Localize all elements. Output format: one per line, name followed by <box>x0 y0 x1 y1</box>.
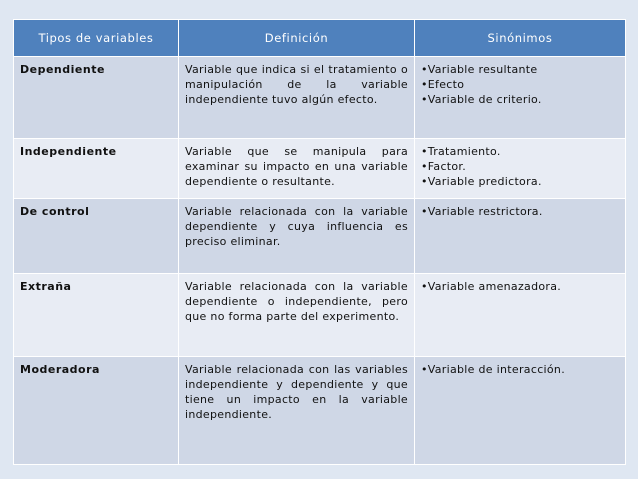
variables-table <box>13 19 626 465</box>
row-definition: Variable relacionada con las variables independiente y dependiente y que tiene un impacto en la variable independiente. <box>179 357 415 465</box>
row-synonyms <box>415 357 626 465</box>
row-type: Dependiente <box>14 57 179 139</box>
header-type: Tipos de variables <box>14 20 179 57</box>
row-type: Moderadora <box>14 357 179 465</box>
synonym-item: •Variable de criterio. <box>421 93 542 106</box>
row-synonyms <box>415 139 626 199</box>
synonym-item: •Variable amenazadora. <box>421 280 562 293</box>
synonym-item: •Variable predictora. <box>421 175 542 188</box>
table-row <box>14 139 626 199</box>
row-type: Independiente <box>14 139 179 199</box>
row-definition: Variable que indica si el tratamiento o manipulación de la variable independiente tuvo algún efecto. <box>179 57 415 139</box>
header-definition: Definición <box>179 20 415 57</box>
row-type: Extraña <box>14 274 179 357</box>
synonym-item: •Variable resultante <box>421 63 538 76</box>
synonym-item: •Efecto <box>421 78 465 91</box>
table-header-row <box>14 20 626 57</box>
row-definition: Variable relacionada con la variable dependiente o independiente, pero que no forma parte del experimento. <box>179 274 415 357</box>
table-row <box>14 274 626 357</box>
table-row <box>14 57 626 139</box>
row-synonyms <box>415 274 626 357</box>
synonym-item: •Tratamiento. <box>421 145 501 158</box>
row-synonyms <box>415 57 626 139</box>
row-synonyms <box>415 199 626 274</box>
row-definition: Variable que se manipula para examinar su impacto en una variable dependiente o resultante. <box>179 139 415 199</box>
synonym-item: •Factor. <box>421 160 467 173</box>
variables-table-container <box>13 19 625 463</box>
row-definition: Variable relacionada con la variable dependiente y cuya influencia es preciso eliminar. <box>179 199 415 274</box>
row-type: De control <box>14 199 179 274</box>
table-row <box>14 357 626 465</box>
header-synonyms: Sinónimos <box>415 20 626 57</box>
table-row <box>14 199 626 274</box>
synonym-item: •Variable de interacción. <box>421 363 565 376</box>
synonym-item: •Variable restrictora. <box>421 205 543 218</box>
